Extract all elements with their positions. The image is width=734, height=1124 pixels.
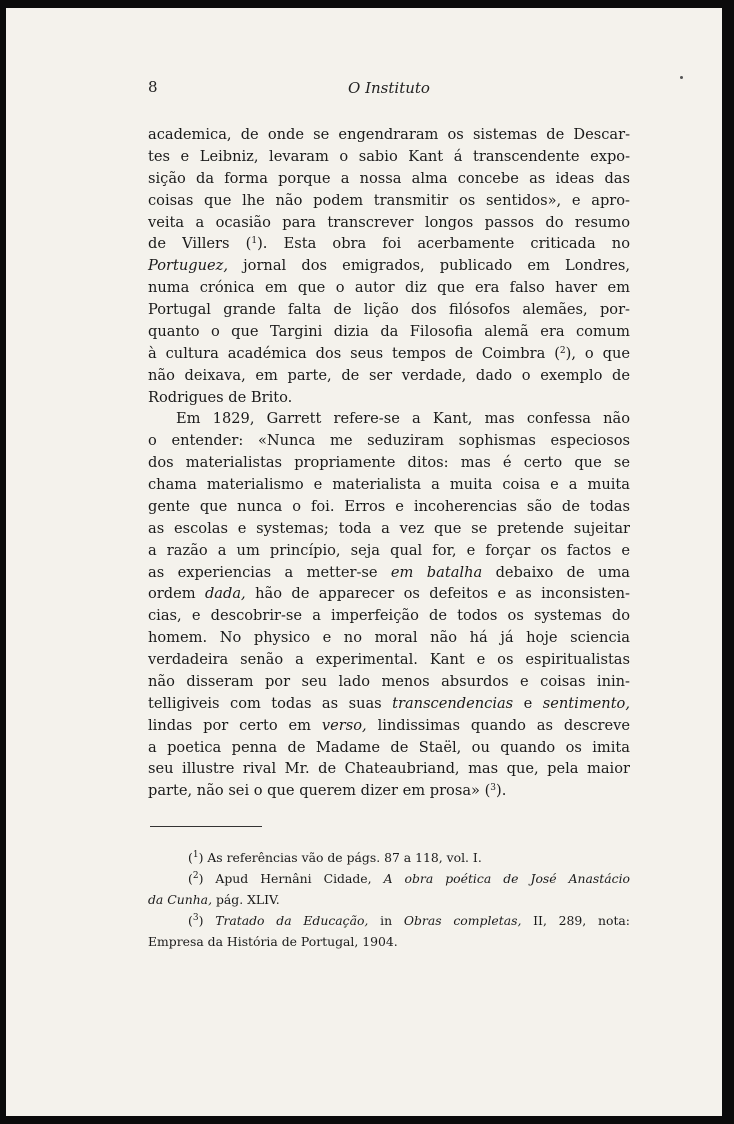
footnote-2-cont: da Cunha, pág. XLIV. [148, 892, 280, 907]
text-line: parte, não sei o que querem dizer em prosa» ($^3$). [148, 782, 507, 800]
text-line: numa crónica em que o autor diz que era falso haver em [148, 279, 630, 297]
text-line: as escolas e systemas; toda a vez que se pretende sujeitar [148, 519, 630, 537]
footnote-1: ($^1$) As referências vão de págs. 87 a 118, vol. I. [188, 850, 482, 865]
text-line: à cultura académica dos seus tempos de Coimbra ($^2$), o que [148, 344, 630, 362]
text-line: sição da forma porque a nossa alma concebe as ideas das [148, 169, 630, 187]
footnotes [148, 847, 630, 952]
running-title: O Instituto [348, 79, 430, 97]
text-line: Portuguez, jornal dos emigrados, publicado em Londres, [148, 257, 630, 275]
text-line: veita a ocasião para transcrever longos passos do resumo [148, 213, 630, 231]
text-line: coisas que lhe não podem transmitir os sentidos», e apro- [148, 191, 630, 209]
text-line: chama materialismo e materialista a muita coisa e a muita [148, 476, 630, 493]
text-line: não deixava, em parte, de ser verdade, dado o exemplo de [148, 366, 630, 384]
page-header [148, 78, 630, 100]
text-line: verdadeira senão a experimental. Kant e os espiritualistas [148, 651, 630, 668]
text-line: as experiencias a metter-se em batalha debaixo de uma [148, 563, 630, 581]
text-line: de Villers ($^1$). Esta obra foi acerbamente criticada no [148, 235, 630, 253]
text-line: tes e Leibniz, levaram o sabio Kant á transcendente expo- [148, 147, 630, 165]
text-line: telligiveis com todas as suas transcendencias e sentimento, [148, 694, 630, 712]
text-line: Portugal grande falta de lição dos filósofos alemães, por- [148, 301, 630, 318]
text-line: dos materialistas propriamente ditos: mas é certo que se [148, 454, 630, 472]
footnote-ref: 3 [490, 783, 497, 794]
footnote-ref: 2 [559, 345, 566, 356]
text-line: quanto o que Targini dizia da Filosofia alemã era comum [148, 322, 630, 340]
text-line: gente que nunca o foi. Erros e incoherencias são de todas [148, 497, 630, 515]
text-line: seu illustre rival Mr. de Chateaubriand, mas que, pela maior [148, 760, 630, 778]
footnote-divider [150, 826, 262, 827]
main-text [148, 124, 630, 802]
text-line: homem. No physico e no moral não há já hoje sciencia [148, 629, 630, 647]
text-line: a razão a um princípio, seja qual for, e forçar os factos e [148, 541, 630, 559]
footnote-3: ($^3$) Tratado da Educação, in Obras completas, II, 289, nota: [188, 913, 630, 928]
text-line: ordem dada, hão de apparecer os defeitos e as inconsisten- [148, 585, 630, 603]
text-line: não disseram por seu lado menos absurdos e coisas inin- [148, 672, 630, 690]
text-line: Rodrigues de Brito. [148, 388, 293, 406]
footnote-3-cont: Empresa da História de Portugal, 1904. [148, 934, 398, 949]
speck-mark [680, 76, 683, 79]
text-line: cias, e descobrir-se a imperfeição de todos os systemas do [148, 607, 630, 625]
footnote-2: ($^2$) Apud Hernâni Cidade, A obra poética de José Anastácio [188, 871, 631, 886]
text-line: o entender: «Nunca me seduziram sophismas especiosos [148, 432, 630, 450]
text-line: Em 1829, Garrett refere-se a Kant, mas confessa não [176, 410, 630, 428]
text-line: a poetica penna de Madame de Staël, ou quando os imita [148, 738, 630, 756]
text-line: lindas por certo em verso, lindissimas quando as descreve [148, 716, 630, 734]
footnote-ref: 1 [251, 236, 258, 247]
page-number: 8 [148, 78, 158, 96]
text-line: academica, de onde se engendraram os sistemas de Descar- [148, 126, 630, 143]
